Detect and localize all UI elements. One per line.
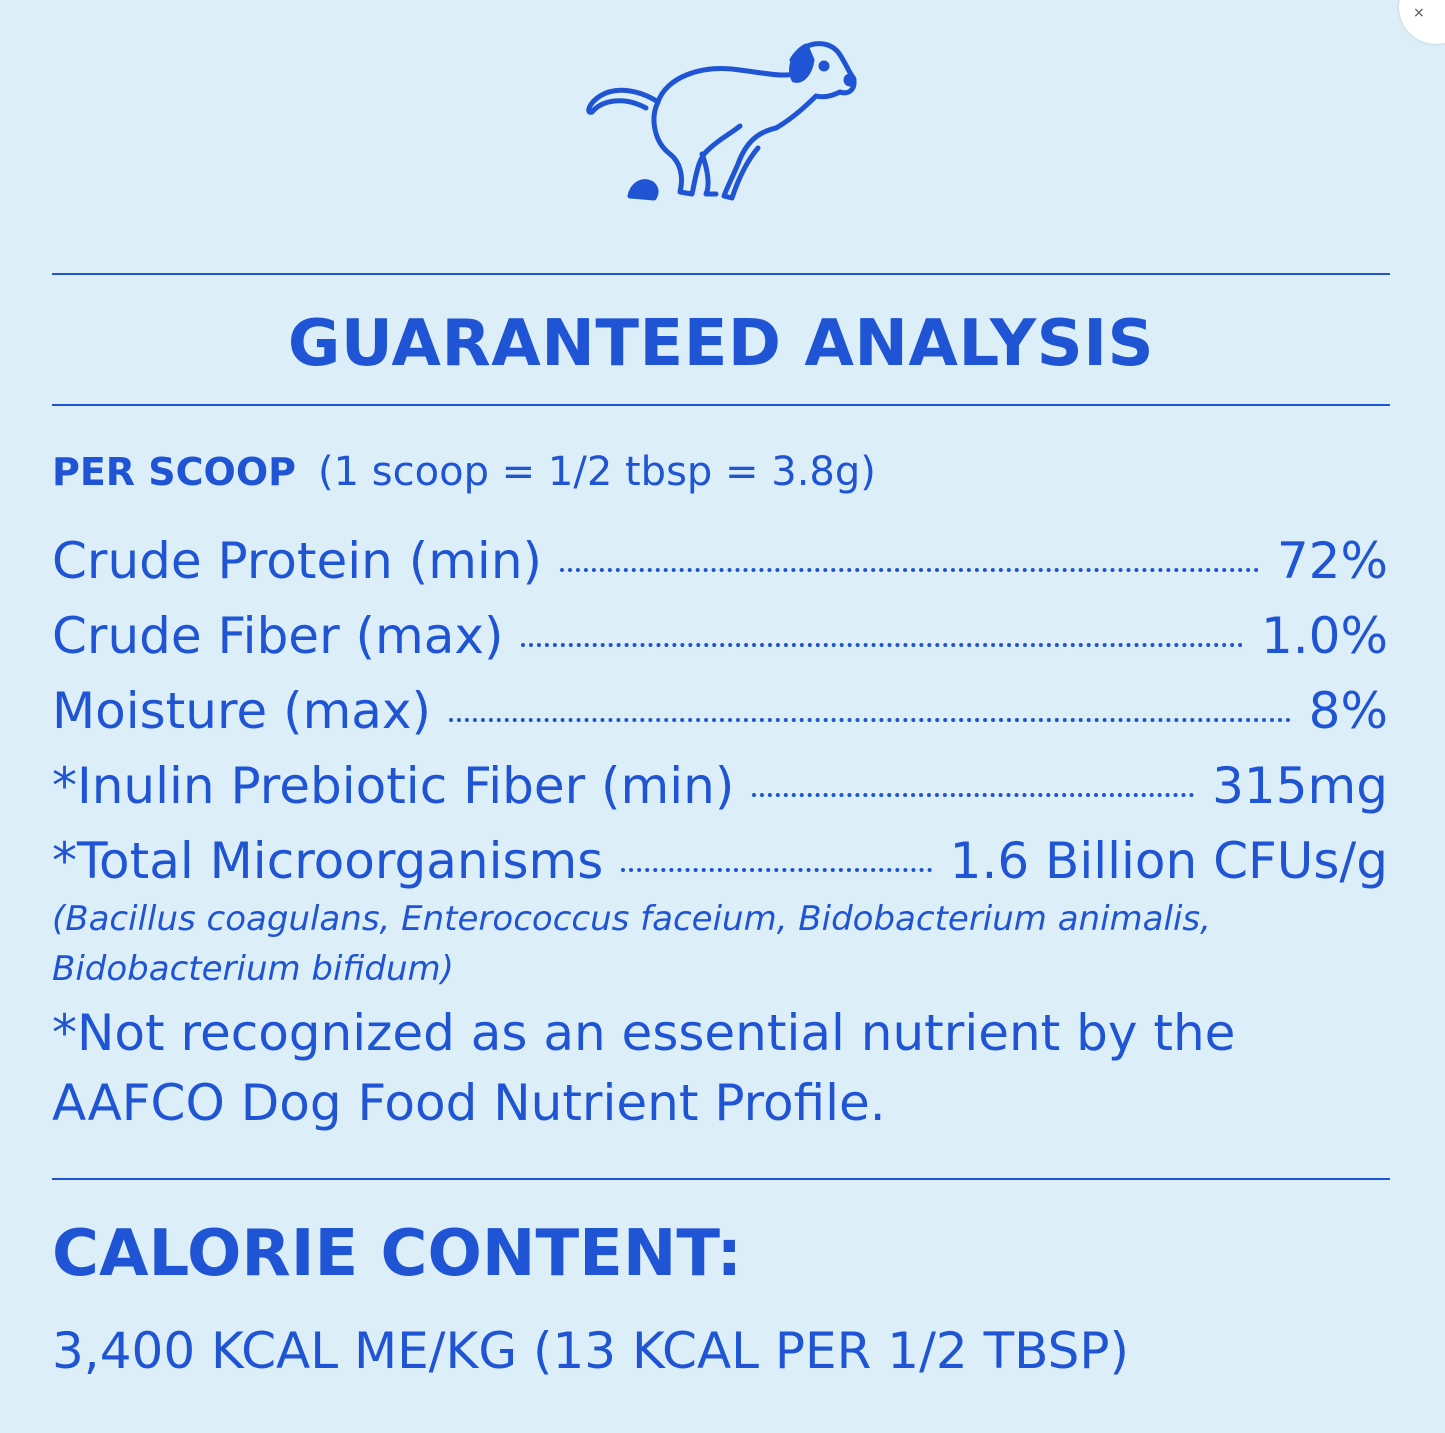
divider-top xyxy=(52,273,1390,275)
analysis-value: 1.6 Billion CFUs/g xyxy=(949,832,1388,890)
analysis-list xyxy=(52,526,1388,901)
analysis-value: 8% xyxy=(1308,682,1388,740)
analysis-row-inulin xyxy=(52,751,1388,826)
dot-leader xyxy=(560,568,1259,572)
analysis-row-microorganisms xyxy=(52,826,1388,901)
analysis-row-moisture xyxy=(52,676,1388,751)
analysis-value: 1.0% xyxy=(1260,607,1388,665)
analysis-label: *Inulin Prebiotic Fiber (min) xyxy=(52,757,735,815)
serving-detail: (1 scoop = 1/2 tbsp = 3.8g) xyxy=(318,449,876,495)
divider-bottom xyxy=(52,1178,1390,1180)
calorie-title: CALORIE CONTENT: xyxy=(52,1217,743,1291)
close-button[interactable] xyxy=(1399,0,1445,44)
close-icon: × xyxy=(1413,5,1425,21)
analysis-row-fiber xyxy=(52,601,1388,676)
dot-leader xyxy=(621,868,931,872)
calorie-value: 3,400 KCAL ME/KG (13 KCAL PER 1/2 TBSP) xyxy=(52,1322,1130,1380)
serving-label: PER SCOOP xyxy=(52,450,297,494)
dot-leader xyxy=(752,793,1194,797)
analysis-label: Crude Fiber (max) xyxy=(52,607,504,665)
analysis-row-protein xyxy=(52,526,1388,601)
serving-size xyxy=(52,446,876,498)
analysis-label: Crude Protein (min) xyxy=(52,532,543,590)
dot-leader xyxy=(449,718,1291,722)
footnote: *Not recognized as an essential nutrient by the AAFCO Dog Food Nutrient Profile. xyxy=(52,1004,1236,1132)
analysis-value: 315mg xyxy=(1212,757,1388,815)
section-title: GUARANTEED ANALYSIS xyxy=(287,307,1155,381)
analysis-label: Moisture (max) xyxy=(52,682,432,740)
analysis-label: *Total Microorganisms xyxy=(52,832,604,890)
divider-title xyxy=(52,404,1390,406)
squatting-dog-icon xyxy=(580,30,860,210)
species-list: (Bacillus coagulans, Enterococcus faceium, Bidobacterium animalis, Bidobacterium bifidum) xyxy=(52,899,1211,989)
analysis-value: 72% xyxy=(1276,532,1388,590)
dot-leader xyxy=(521,643,1243,647)
